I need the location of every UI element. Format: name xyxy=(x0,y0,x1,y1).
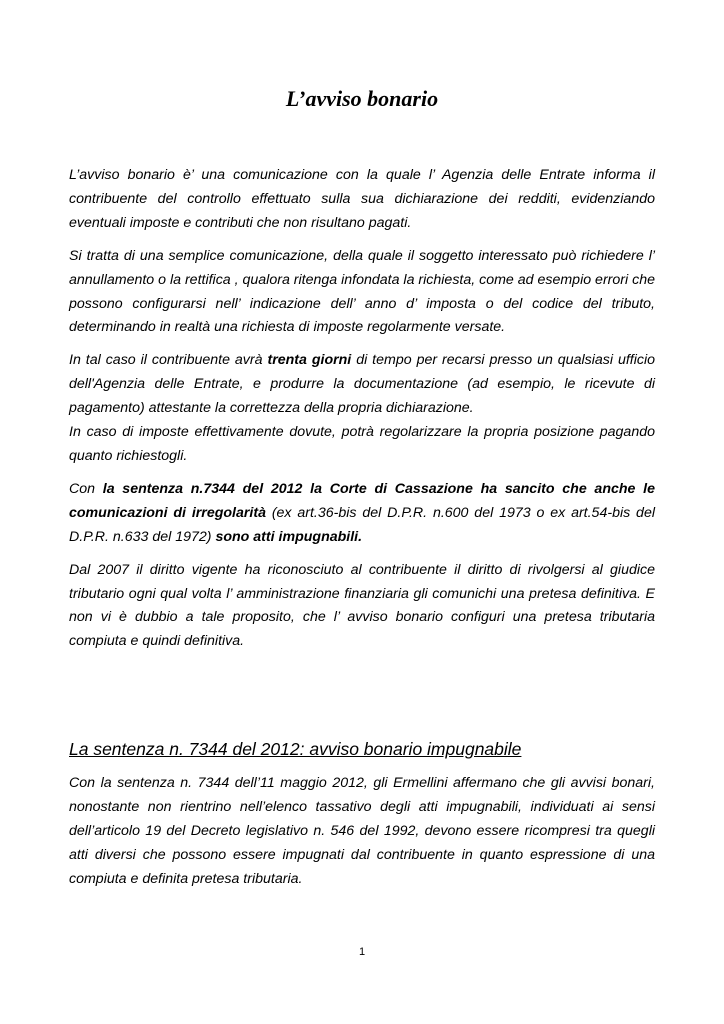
text-run: (ex art.36-bis del D.P.R. n.600 del 1973 o ex art.54-bis del D.P.R. n.633 del 1972) xyxy=(69,504,655,545)
text-run: Con xyxy=(69,480,103,497)
bold-text-thirty-days: trenta giorni xyxy=(267,352,352,369)
ruling-section xyxy=(69,772,655,901)
page-title: L’avviso bonario xyxy=(285,86,439,111)
paragraph-since-2007: Dal 2007 il diritto vigente ha riconosciuto al contribuente il diritto di rivolgersi al giudice tributario ogni qual volta l’ amministrazione finanziaria gli comunichi una pretesa definitiva. E non vi è dubbio a tale proposito, che l’ avviso bonario configuri una pretesa tributaria compiuta e quindi definitiva. xyxy=(69,561,655,650)
paragraph-definition: L’avviso bonario è’ una comunicazione con la quale l’ Agenzia delle Entrate informa il contribuente del controllo effettuato sulla sua dichiarazione dei redditi, evidenziando eventuali imposte e contributi che non risultano pagati. xyxy=(69,167,655,231)
paragraph-ermellini: Con la sentenza n. 7344 dell’11 maggio 2012, gli Ermellini affermano che gli avvisi bonari, nonostante non rientrino nell’elenco tassativo degli atti impugnabili, individuati ai sensi dell’articolo 19 del Decreto legislativo n. 546 del 1992, devono essere ricompresi tra quegli atti diversi che possono essere impugnati dal contribuente in quanto espressione di una compiuta e definita pretesa tributaria. xyxy=(69,775,655,887)
text-run: In caso di imposte effettivamente dovute, potrà regolarizzare la propria posizione pagando quanto richiestogli. xyxy=(69,424,655,464)
paragraph-communication: Si tratta di una semplice comunicazione, della quale il soggetto interessato può richiedere l’ annullamento o la rettifica , qualora ritenga infondata la richiesta, come ad esempio errori che possono configurarsi nell’ indicazione dell’ anno d’ imposta o del codice del tributo, determinando in realtà una richiesta di imposte regolarmente versate. xyxy=(69,247,655,336)
paragraph-ruling xyxy=(69,478,655,550)
bold-text-appealable: sono atti impugnabili. xyxy=(215,528,363,545)
paragraph-thirty-days xyxy=(69,349,655,469)
text-run: In tal caso il contribuente avrà xyxy=(69,352,268,369)
text-run: di tempo per recarsi presso un qualsiasi ufficio dell'Agenzia delle Entrate, e produrre la documentazione (ad esempio, le ricevute di pagamento) attestante la correttezza della propria dichiarazione. xyxy=(69,352,656,417)
section-heading: La sentenza n. 7344 del 2012: avviso bonario impugnabile xyxy=(69,739,522,759)
page-number: 1 xyxy=(358,946,366,958)
intro-section xyxy=(69,164,655,663)
bold-text-ruling: la sentenza n.7344 del 2012 la Corte di Cassazione ha sancito che anche le comunicazioni di irregolarità xyxy=(69,480,655,521)
